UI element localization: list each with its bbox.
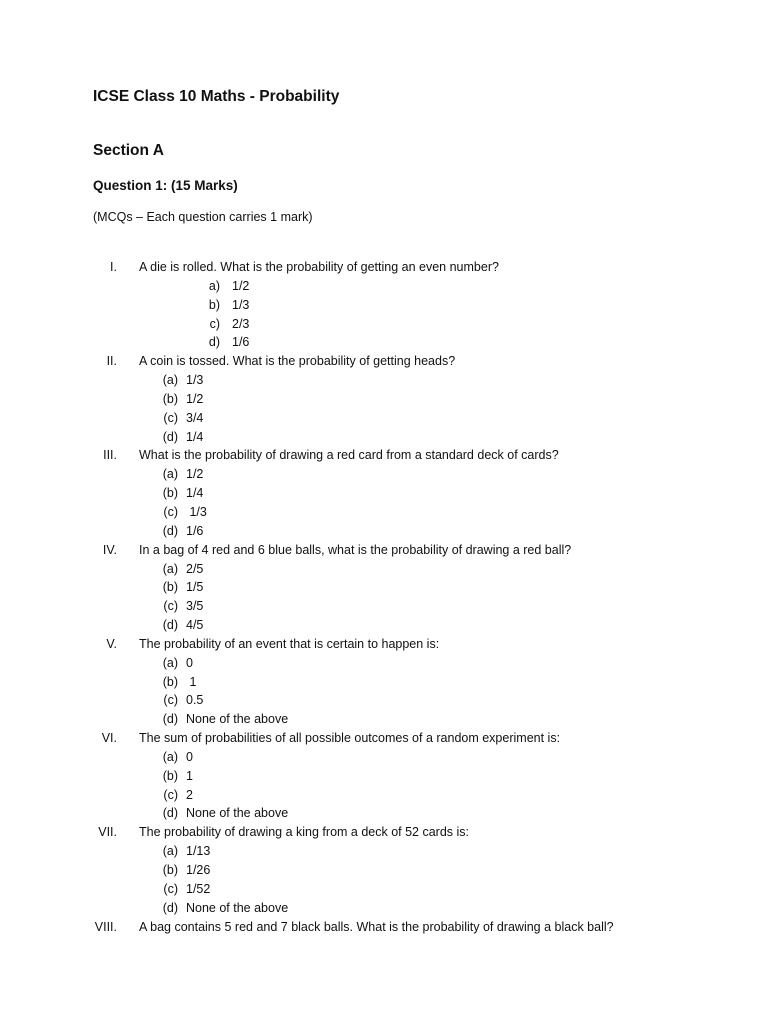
question-number: VI. [101, 731, 117, 746]
option-label: (c) [163, 787, 178, 802]
option-label: c) [209, 316, 220, 331]
option-label: (d) [162, 429, 178, 444]
option-label: b) [208, 297, 220, 312]
option-item [0, 673, 768, 692]
option-item [0, 880, 768, 899]
question-line [0, 918, 768, 937]
question-line [0, 541, 768, 560]
section-heading: Section A [93, 142, 164, 159]
option-text: 1/13 [186, 844, 211, 859]
question-line [0, 729, 768, 748]
question-item [0, 823, 768, 917]
option-text: 1/2 [232, 278, 250, 293]
option-label: (a) [162, 655, 178, 670]
option-item [0, 861, 768, 880]
question-item [0, 918, 768, 937]
option-item [0, 371, 768, 390]
option-text: 1 [186, 768, 193, 783]
question-text: The probability of drawing a king from a deck of 52 cards is: [139, 825, 470, 840]
question-number: VII. [98, 825, 117, 840]
option-item [0, 710, 768, 729]
option-text: 1/4 [186, 429, 204, 444]
option-label: (b) [162, 863, 178, 877]
option-label: d) [208, 335, 220, 350]
option-label: (d) [162, 523, 178, 538]
option-text: 1/4 [186, 486, 204, 501]
option-text: 3/5 [186, 599, 204, 614]
option-text: 1 [186, 674, 197, 689]
question-number: VIII. [94, 919, 117, 934]
option-item [0, 899, 768, 918]
option-label: (a) [162, 561, 178, 576]
option-text: 1/3 [186, 373, 204, 388]
option-text: 0 [186, 655, 193, 670]
question-heading: Question 1: (15 Marks) [93, 178, 238, 193]
option-text: 1/5 [186, 580, 204, 595]
option-item [0, 691, 768, 710]
option-label: (b) [162, 580, 178, 595]
option-item [0, 296, 768, 315]
instruction-text: (MCQs – Each question carries 1 mark) [93, 210, 313, 224]
option-label: (b) [162, 768, 178, 783]
option-text: 1/6 [186, 523, 204, 538]
option-text: 1/2 [186, 391, 204, 406]
question-number: V. [106, 636, 117, 651]
option-label: (a) [162, 373, 178, 388]
question-item [0, 541, 768, 635]
option-item [0, 277, 768, 296]
question-text: The probability of an event that is certain to happen is: [139, 636, 440, 651]
question-number: I. [110, 260, 117, 274]
question-text: A coin is tossed. What is the probability of getting heads? [139, 354, 456, 369]
question-item [0, 446, 768, 540]
option-label: (c) [163, 599, 178, 614]
option-item [0, 597, 768, 616]
option-item [0, 804, 768, 823]
question-line [0, 823, 768, 842]
option-text: None of the above [186, 900, 289, 915]
option-label: (c) [163, 504, 178, 519]
option-item [0, 560, 768, 579]
option-label: (c) [163, 693, 178, 708]
option-label: a) [208, 278, 220, 293]
question-text: In a bag of 4 red and 6 blue balls, what is the probability of drawing a red ball? [139, 542, 572, 557]
question-text: A bag contains 5 red and 7 black balls. What is the probability of drawing a black ball? [139, 919, 614, 934]
option-text: 1/3 [186, 504, 207, 519]
option-text: 2 [186, 787, 193, 802]
option-label: (a) [162, 749, 178, 764]
question-line [0, 352, 768, 371]
option-text: 2/5 [186, 561, 204, 576]
option-text: 3/4 [186, 410, 204, 425]
option-label: (d) [162, 806, 178, 821]
question-item [0, 352, 768, 446]
question-item [0, 729, 768, 823]
option-item [0, 315, 768, 334]
option-text: 1/6 [232, 335, 250, 350]
option-text: None of the above [186, 712, 289, 727]
question-line [0, 258, 768, 277]
question-number: II. [106, 354, 117, 369]
option-label: (d) [162, 712, 178, 727]
option-item [0, 767, 768, 786]
option-label: (b) [162, 674, 178, 689]
mcq-list [0, 258, 768, 936]
option-item [0, 522, 768, 541]
question-item [0, 635, 768, 729]
option-label: (d) [162, 618, 178, 633]
option-item [0, 842, 768, 861]
option-item [0, 578, 768, 597]
option-label: (c) [163, 881, 178, 896]
option-item [0, 428, 768, 447]
option-item [0, 390, 768, 409]
option-item [0, 484, 768, 503]
option-text: 0 [186, 749, 193, 764]
option-item [0, 333, 768, 352]
option-text: 1/3 [232, 297, 250, 312]
option-label: (b) [162, 391, 178, 406]
option-text: 0.5 [186, 693, 204, 708]
question-number: III. [103, 448, 117, 463]
option-label: (a) [162, 844, 178, 859]
option-item [0, 465, 768, 484]
option-text: 1/2 [186, 467, 204, 482]
question-item [0, 258, 768, 352]
option-text: 4/5 [186, 618, 204, 633]
option-text: 1/26 [186, 863, 211, 877]
question-line [0, 446, 768, 465]
option-item [0, 748, 768, 767]
question-text: The sum of probabilities of all possible outcomes of a random experiment is: [139, 731, 561, 746]
option-item [0, 616, 768, 635]
question-number: IV. [102, 542, 117, 557]
option-text: 1/52 [186, 881, 211, 896]
option-item [0, 503, 768, 522]
question-line [0, 635, 768, 654]
option-item [0, 654, 768, 673]
question-text: What is the probability of drawing a red card from a standard deck of cards? [139, 448, 559, 463]
option-label: (c) [163, 410, 178, 425]
question-text: A die is rolled. What is the probability of getting an even number? [139, 260, 499, 274]
option-label: (a) [162, 467, 178, 482]
option-label: (d) [162, 900, 178, 915]
option-item [0, 409, 768, 428]
document-title: ICSE Class 10 Maths - Probability [93, 88, 340, 105]
option-text: None of the above [186, 806, 289, 821]
option-text: 2/3 [232, 316, 250, 331]
option-label: (b) [162, 486, 178, 501]
option-item [0, 786, 768, 805]
